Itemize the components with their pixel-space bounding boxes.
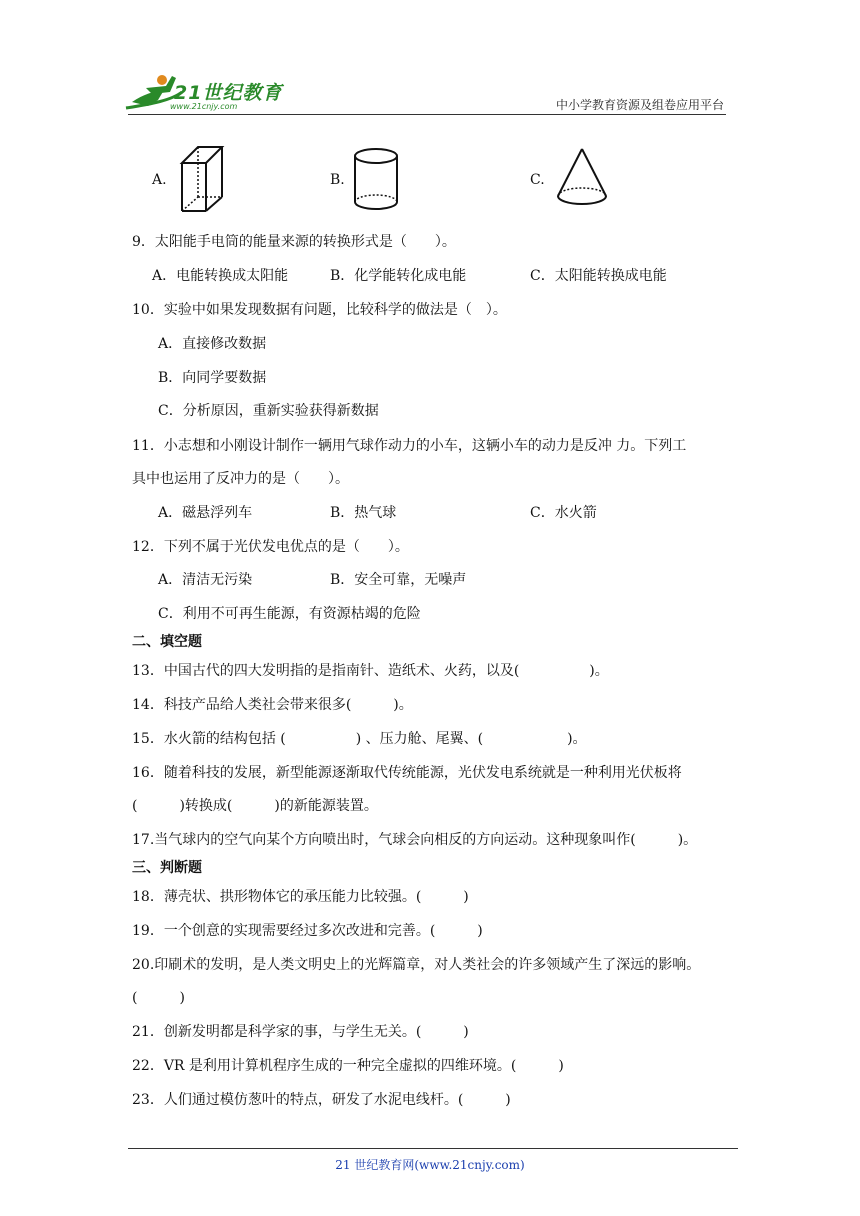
section-true-false: 三、判断题	[132, 860, 202, 876]
cylinder-icon	[352, 146, 400, 214]
question-14: 14．科技产品给人类社会带来很多( )。	[132, 697, 413, 713]
q10-option-a: A．直接修改数据	[158, 336, 267, 352]
question-15: 15．水火箭的结构包括 ( ) 、压力舱、尾翼、( )。	[132, 731, 587, 747]
footer-divider	[128, 1148, 738, 1149]
question-16-cont: ( )转换成( )的新能源装置。	[132, 798, 378, 814]
q11-option-b: B．热气球	[330, 505, 397, 521]
question-17: 17.当气球内的空气向某个方向喷出时，气球会向相反的方向运动。这种现象叫作( )。	[132, 832, 698, 848]
q9-option-a: A．电能转换成太阳能	[152, 268, 289, 284]
q10-option-b: B．向同学要数据	[158, 370, 267, 386]
q10-option-c: C．分析原因，重新实验获得新数据	[158, 403, 379, 419]
question-18: 18．薄壳状、拱形物体它的承压能力比较强。( )	[132, 889, 469, 905]
q9-option-b: B．化学能转化成电能	[330, 268, 467, 284]
header-divider	[128, 114, 726, 115]
question-11: 11．小志想和小刚设计制作一辆用气球作动力的小车，这辆小车的动力是反冲 力。下列工	[132, 438, 687, 454]
question-12: 12．下列不属于光伏发电优点的是（ ）。	[132, 539, 409, 555]
option-a-label: A.	[152, 172, 167, 188]
logo-main-text: 21世纪教育	[174, 82, 283, 104]
question-20: 20.印刷术的发明，是人类文明史上的光辉篇章，对人类社会的许多领域产生了深远的影响。	[132, 957, 701, 973]
option-b-label: B.	[330, 172, 345, 188]
cone-icon	[554, 146, 610, 208]
footer-text: 21 世纪教育网(www.21cnjy.com)	[335, 1158, 525, 1172]
logo-url-text: www.21cnjy.com	[170, 102, 238, 111]
question-13: 13．中国古代的四大发明指的是指南针、造纸术、火药，以及( )。	[132, 663, 609, 679]
q9-option-c: C．太阳能转换成电能	[530, 268, 667, 284]
q11-option-c: C．水火箭	[530, 505, 597, 521]
q12-option-c: C．利用不可再生能源，有资源枯竭的危险	[158, 606, 421, 622]
question-23: 23．人们通过模仿葱叶的特点，研发了水泥电线杆。( )	[132, 1092, 511, 1108]
site-logo	[122, 70, 292, 114]
question-11-cont: 具中也运用了反冲力的是（ ）。	[132, 471, 349, 487]
question-22: 22．VR 是利用计算机程序生成的一种完全虚拟的四维环境。( )	[132, 1058, 564, 1074]
q12-option-b: B．安全可靠，无噪声	[330, 572, 467, 588]
question-20-cont: ( )	[132, 990, 185, 1006]
question-9: 9．太阳能手电筒的能量来源的转换形式是（ ）。	[132, 234, 456, 250]
section-fill-in-blank: 二、填空题	[132, 634, 202, 650]
q12-option-a: A．清洁无污染	[158, 572, 253, 588]
question-16: 16．随着科技的发展，新型能源逐渐取代传统能源，光伏发电系统就是一种利用光伏板将	[132, 765, 682, 781]
q11-option-a: A．磁悬浮列车	[158, 505, 253, 521]
question-10: 10．实验中如果发现数据有问题，比较科学的做法是（ ）。	[132, 302, 507, 318]
question-19: 19．一个创意的实现需要经过多次改进和完善。( )	[132, 923, 483, 939]
triangular-prism-icon	[178, 143, 226, 215]
header-tagline: 中小学教育资源及组卷应用平台	[555, 98, 724, 112]
question-21: 21．创新发明都是科学家的事，与学生无关。( )	[132, 1024, 469, 1040]
option-c-label: C.	[530, 172, 545, 188]
